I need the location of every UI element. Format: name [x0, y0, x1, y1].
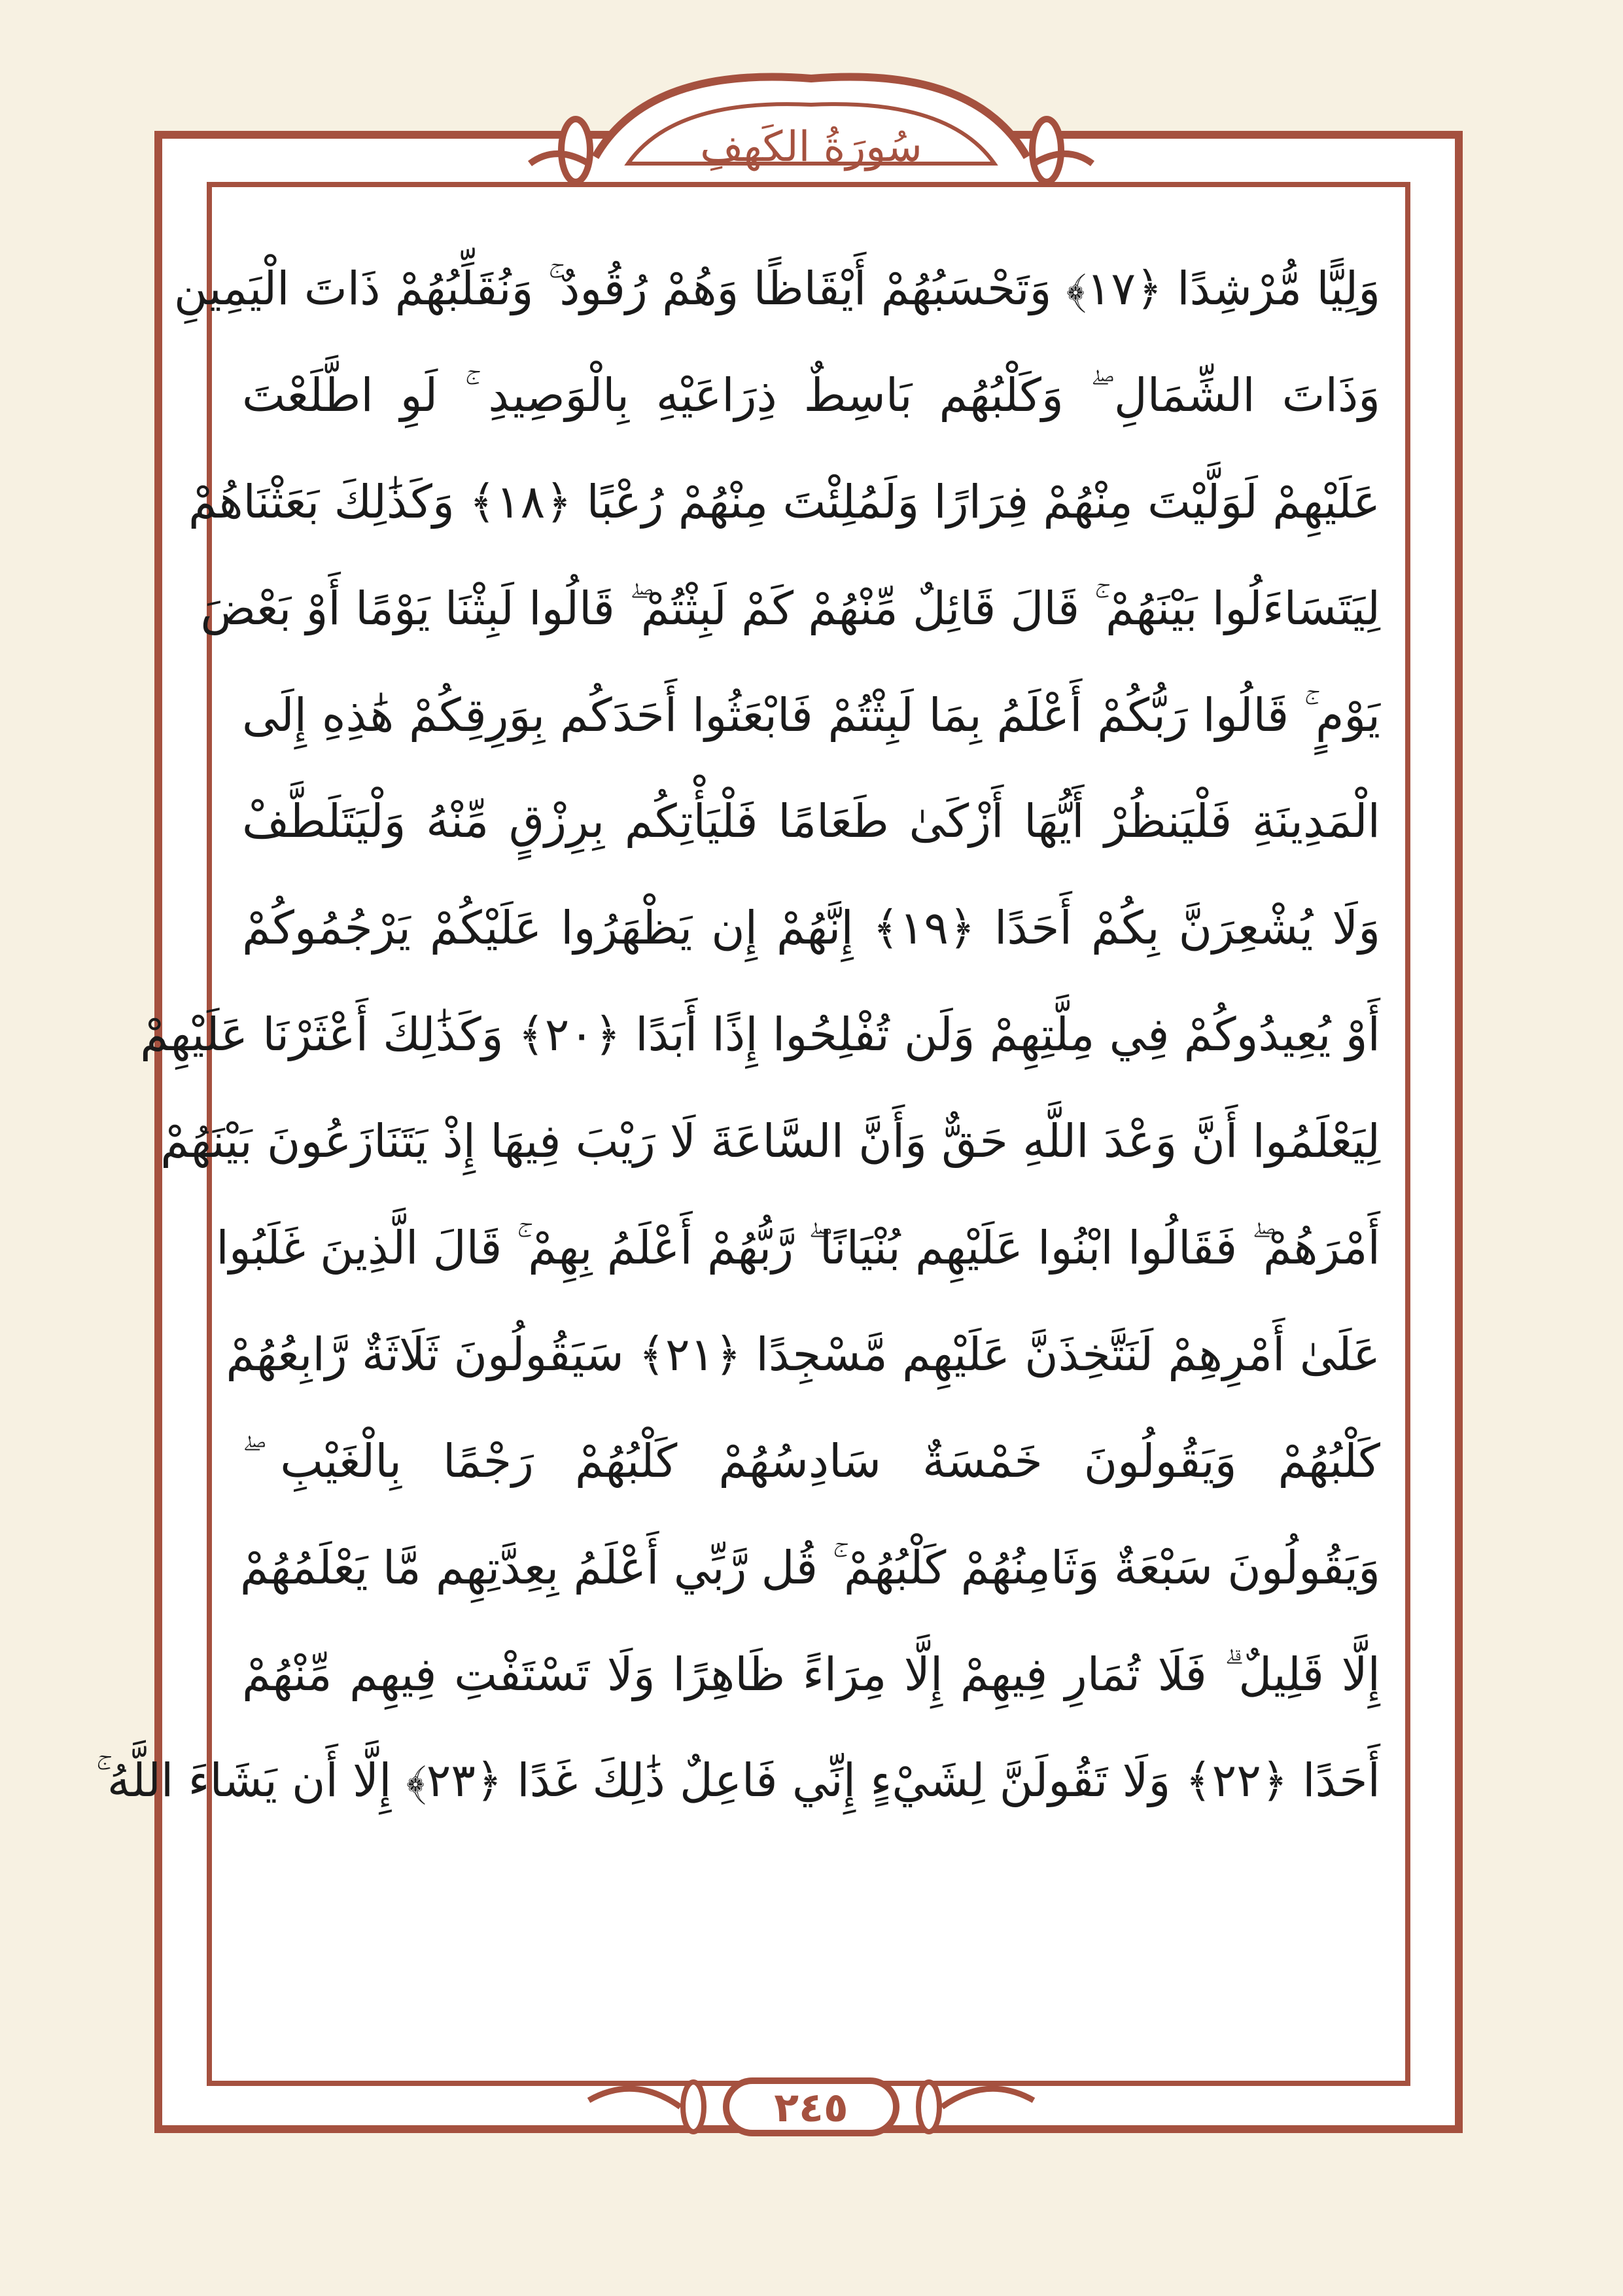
verse-line: أَمْرَهُمْ ۖ فَقَالُوا ابْنُوا عَلَيْهِم بُنْيَانًا ۖ رَّبُّهُمْ أَعْلَمُ بِهِمْ ۚ قَالَ الَّذِينَ غَلَبُوا	[216, 1221, 1380, 1275]
verse-line: وَذَاتَ الشِّمَالِ ۖ وَكَلْبُهُم بَاسِطٌ ذِرَاعَيْهِ بِالْوَصِيدِ ۚ لَوِ اطَّلَعْتَ	[242, 368, 1380, 422]
verse-text-block	[96, 236, 1380, 2048]
verse-line: لِيَتَسَاءَلُوا بَيْنَهُمْ ۚ قَالَ قَائِلٌ مِّنْهُمْ كَمْ لَبِثْتُمْ ۖ قَالُوا لَبِثْنَا يَوْمًا أَوْ بَعْضَ	[200, 581, 1380, 635]
verse-line: أَوْ يُعِيدُوكُمْ فِي مِلَّتِهِمْ وَلَن تُفْلِحُوا إِذًا أَبَدًا ﴿٢٠﴾ وَكَذَٰلِكَ أَعْثَرْنَا عَلَيْهِمْ	[140, 1008, 1380, 1062]
surah-title: سُورَةُ الكَهفِ	[700, 123, 922, 171]
verse-line: يَوْمٍ ۚ قَالُوا رَبُّكُمْ أَعْلَمُ بِمَا لَبِثْتُمْ فَابْعَثُوا أَحَدَكُم بِوَرِقِكُمْ هَٰذِهِ إِلَى	[242, 688, 1380, 742]
verse-line: عَلَىٰ أَمْرِهِمْ لَنَتَّخِذَنَّ عَلَيْهِم مَّسْجِدًا ﴿٢١﴾ سَيَقُولُونَ ثَلَاثَةٌ رَّابِعُهُمْ	[226, 1327, 1380, 1381]
verse-line: عَلَيْهِمْ لَوَلَّيْتَ مِنْهُمْ فِرَارًا وَلَمُلِئْتَ مِنْهُمْ رُعْبًا ﴿١٨﴾ وَكَذَٰلِكَ بَعَثْنَاهُمْ	[188, 474, 1380, 529]
verse-line: إِلَّا قَلِيلٌ ۗ فَلَا تُمَارِ فِيهِمْ إِلَّا مِرَاءً ظَاهِرًا وَلَا تَسْتَفْتِ فِيهِم مِّنْهُمْ	[242, 1647, 1380, 1701]
verse-line: لِيَعْلَمُوا أَنَّ وَعْدَ اللَّهِ حَقٌّ وَأَنَّ السَّاعَةَ لَا رَيْبَ فِيهَا إِذْ يَتَنَازَعُونَ بَيْنَهُمْ	[160, 1114, 1380, 1169]
verse-line: وَلِيًّا مُّرْشِدًا ﴿١٧﴾ وَتَحْسَبُهُمْ أَيْقَاظًا وَهُمْ رُقُودٌ ۚ وَنُقَلِّبُهُمْ ذَاتَ الْيَمِينِ	[173, 262, 1380, 315]
verse-line: وَلَا يُشْعِرَنَّ بِكُمْ أَحَدًا ﴿١٩﴾ إِنَّهُمْ إِن يَظْهَرُوا عَلَيْكُمْ يَرْجُمُوكُمْ	[242, 901, 1380, 955]
verse-line: وَيَقُولُونَ سَبْعَةٌ وَثَامِنُهُمْ كَلْبُهُمْ ۚ قُل رَّبِّي أَعْلَمُ بِعِدَّتِهِم مَّا يَعْلَمُهُمْ	[239, 1540, 1380, 1595]
verse-line: كَلْبُهُمْ وَيَقُولُونَ خَمْسَةٌ سَادِسُهُمْ كَلْبُهُمْ رَجْمًا بِالْغَيْبِ ۖ	[242, 1434, 1380, 1488]
verse-line: الْمَدِينَةِ فَلْيَنظُرْ أَيُّهَا أَزْكَىٰ طَعَامًا فَلْيَأْتِكُم بِرِزْقٍ مِّنْهُ وَلْيَتَلَطَّفْ	[242, 794, 1380, 849]
page-number: ٢٤٥	[774, 2083, 848, 2131]
verse-line: أَحَدًا ﴿٢٢﴾ وَلَا تَقُولَنَّ لِشَيْءٍ إِنِّي فَاعِلٌ ذَٰلِكَ غَدًا ﴿٢٣﴾ إِلَّا أَن يَشَاءَ اللَّهُ ۚ	[96, 1754, 1380, 1808]
